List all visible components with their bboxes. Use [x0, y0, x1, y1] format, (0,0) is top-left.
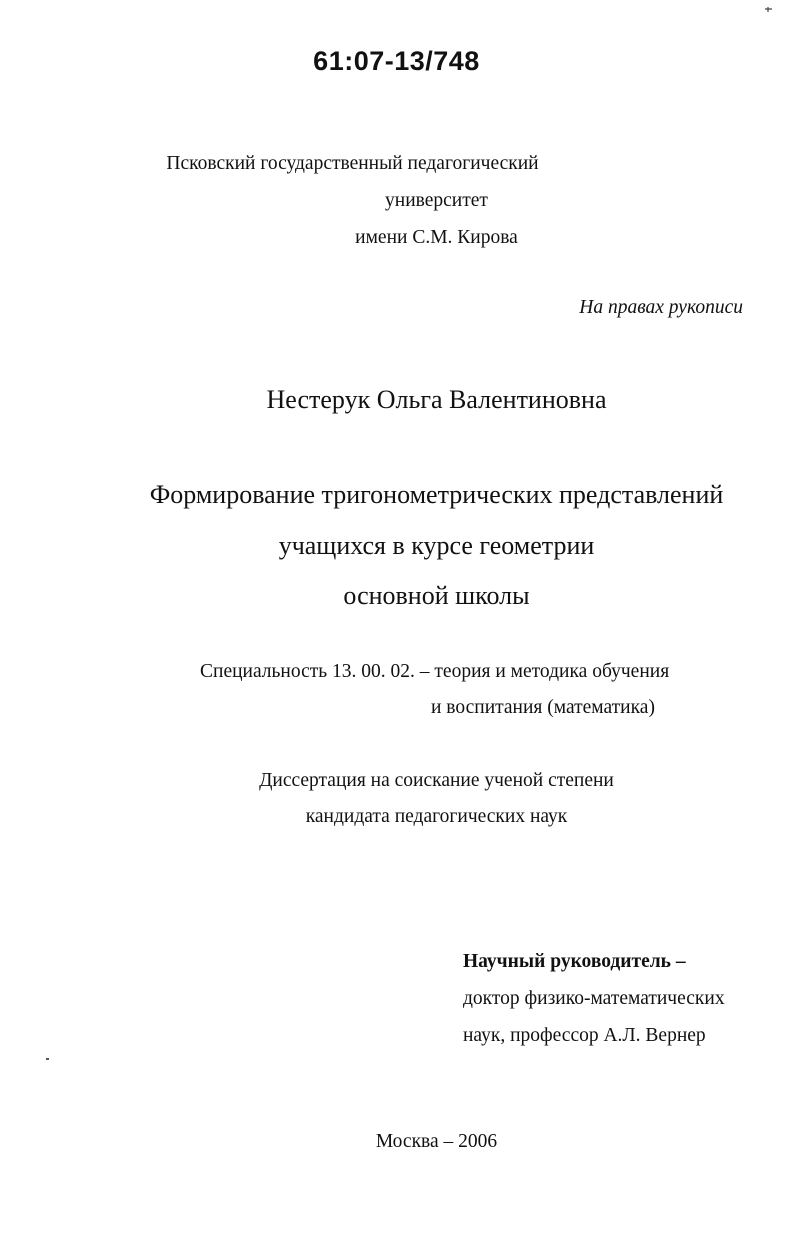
specialty-line-1: Специальность 13. 00. 02. – теория и методика обучения — [200, 661, 670, 682]
degree-line-1: Диссертация на соискание ученой степени — [259, 770, 614, 791]
rights-note: На правах рукописи — [579, 297, 743, 318]
university-line-3: имени С.М. Кирова — [355, 227, 518, 248]
title-line-1: Формирование тригонометрических представлений — [149, 480, 724, 509]
university-line-1: Псковский государственный педагогический — [166, 153, 539, 174]
scan-corner-mark — [764, 6, 773, 13]
supervisor-line-2: наук, профессор А.Л. Вернер — [463, 1025, 706, 1046]
title-line-2: учащихся в курсе геометрии — [278, 531, 595, 560]
title-line-3: основной школы — [343, 581, 530, 610]
catalog-number: 61:07-13/748 — [313, 46, 480, 76]
supervisor-line-1: доктор физико-математических — [463, 988, 725, 1009]
specialty-line-2: и воспитания (математика) — [431, 697, 655, 718]
city-year: Москва – 2006 — [375, 1131, 498, 1152]
university-line-2: университет — [385, 190, 488, 211]
supervisor-label: Научный руководитель – — [463, 951, 686, 972]
author-name: Нестерук Ольга Валентиновна — [266, 385, 607, 414]
scan-speck — [46, 1058, 49, 1060]
degree-line-2: кандидата педагогических наук — [305, 806, 568, 827]
